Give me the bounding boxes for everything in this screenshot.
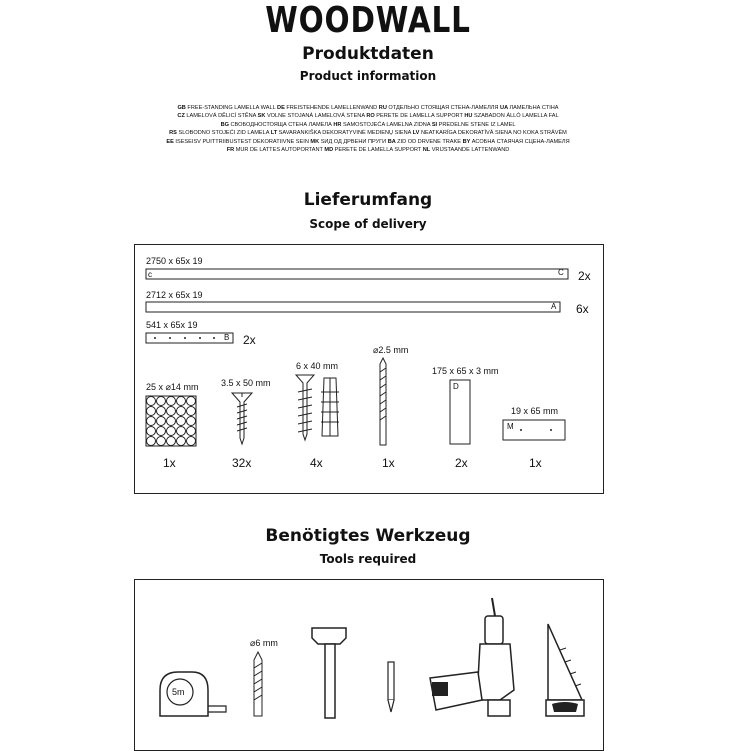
product-info-subheading: Product information [299, 69, 437, 83]
language-text: NEATKARĪGA DEKORATĪVĀ SIENA NO KOKA STRĀVĒM [420, 130, 567, 137]
plate-m-dims: 19 x 65 mm [511, 406, 559, 416]
tools-subheading: Tools required [319, 552, 417, 566]
plate-m-letter: M [507, 422, 514, 431]
language-code: LV [412, 130, 421, 137]
language-text: ОТДЕЛЬНО СТОЯЩАЯ СТЕНА-ЛАМЕЛЛЯ [388, 105, 501, 111]
language-text: VRIJSTAANDE LATTENWAND [431, 147, 510, 154]
language-text: ISESEISV PUITTRIIBUSTEST DEKORATIIVNE SEIN [175, 138, 311, 145]
plate-d-dims: 175 x 65 x 3 mm [432, 366, 499, 376]
language-code: CZ [177, 113, 187, 120]
language-code: RS [169, 130, 179, 137]
wall-plugs-dims: 6 x 40 mm [296, 361, 339, 371]
board-a-letter: A [551, 302, 557, 311]
product-data-heading: Produktdaten [302, 44, 434, 64]
language-code: HR [333, 121, 343, 128]
language-code: EE [166, 138, 176, 145]
language-text: ЛАМЕЛЬНА СТІНА [509, 105, 559, 111]
language-text: SAVARANKIŠKA DEKORATYVINĖ MEDIENŲ SIENA [278, 130, 413, 137]
language-code: BA [387, 138, 398, 145]
language-code: SK [257, 113, 267, 120]
language-code: BG [220, 121, 231, 128]
language-text: PREDELNE STENE IZ LAMEL [438, 121, 516, 128]
language-code: LT [270, 130, 279, 137]
tools-heading: Benötigtes Werkzeug [265, 526, 471, 546]
language-code: NL [422, 147, 432, 154]
drill-bit-small-dims: ⌀2.5 mm [373, 345, 409, 355]
screws-dims: 3.5 x 50 mm [221, 378, 271, 388]
language-code: UA [500, 105, 510, 111]
language-text: ЅИД ОД ДРВЕНИ ПРУГИ [320, 138, 388, 145]
board-b-dims: 541 x 65x 19 [146, 320, 198, 330]
language-text: SZABADON ÁLLÓ LAMELLA FAL [474, 113, 559, 120]
language-text: PERETE DE LAMELLA SUPPORT [376, 113, 465, 120]
language-code: BY [462, 138, 472, 145]
board-a-qty: 6x [576, 302, 589, 316]
brand-title: WOODWALL [265, 0, 471, 41]
dowels-dims: 25 x ⌀14 mm [146, 382, 199, 392]
language-text: FREE-STANDING LAMELLA WALL [187, 105, 278, 111]
plate-d-letter: D [453, 382, 459, 391]
language-code: FR [226, 147, 236, 154]
language-code: RU [378, 105, 389, 111]
language-code: HU [464, 113, 475, 120]
plate-m-qty: 1x [529, 456, 542, 470]
language-text: LAMELOVÁ DĚLICÍ STĚNA [186, 113, 258, 120]
board-c-dims: 2750 x 65x 19 [146, 256, 203, 266]
language-code: MD [324, 147, 335, 154]
language-text: SLOBODNO STOJEĆI ZID LAMELA [178, 130, 271, 137]
plate-d-qty: 2x [455, 456, 468, 470]
language-code: RO [366, 113, 377, 120]
board-b-letter: B [224, 333, 230, 342]
board-c-qty: 2x [578, 269, 591, 283]
language-text: PERETE DE LAMELLA SUPPORT [334, 147, 423, 154]
screws-qty: 32x [232, 456, 252, 470]
board-b-qty: 2x [243, 333, 256, 347]
language-text: АСОБНА СТАЯЧАЯ СЦЕНА-ЛАМЕЛЯ [471, 138, 570, 145]
language-code: DE [277, 105, 287, 111]
board-c-letter: C [558, 268, 564, 277]
language-text: FREISTEHENDE LAMELLENWAND [286, 105, 379, 111]
language-code: SI [431, 121, 439, 128]
language-text: СВОБОДНОСТОЯЩА СТЕНА ЛАМЕЛА [230, 121, 334, 128]
language-text: ZID OD DRVENE TRAKE [397, 138, 463, 145]
language-code: MK [310, 138, 321, 145]
svg-text:c: c [148, 270, 152, 279]
language-text: VOLNE STOJANÁ LAMELOVÁ STENA [266, 113, 367, 120]
language-code: GB [177, 105, 188, 111]
drill-bit-small-qty: 1x [382, 456, 395, 470]
wall-plugs-qty: 4x [310, 456, 323, 470]
scope-heading: Lieferumfang [303, 190, 433, 210]
scope-subheading: Scope of delivery [309, 217, 427, 231]
tape-measure-label: 5m [172, 687, 185, 697]
board-a-dims: 2712 x 65x 19 [146, 290, 203, 300]
dowels-qty: 1x [163, 456, 176, 470]
language-text: SAMOSTOJEĆA LAMELNA ZIDNA [343, 121, 432, 128]
drill-bit-large-dims: ⌀6 mm [250, 638, 278, 648]
language-text: MUR DE LATTES AUTOPORTANT [235, 147, 325, 154]
